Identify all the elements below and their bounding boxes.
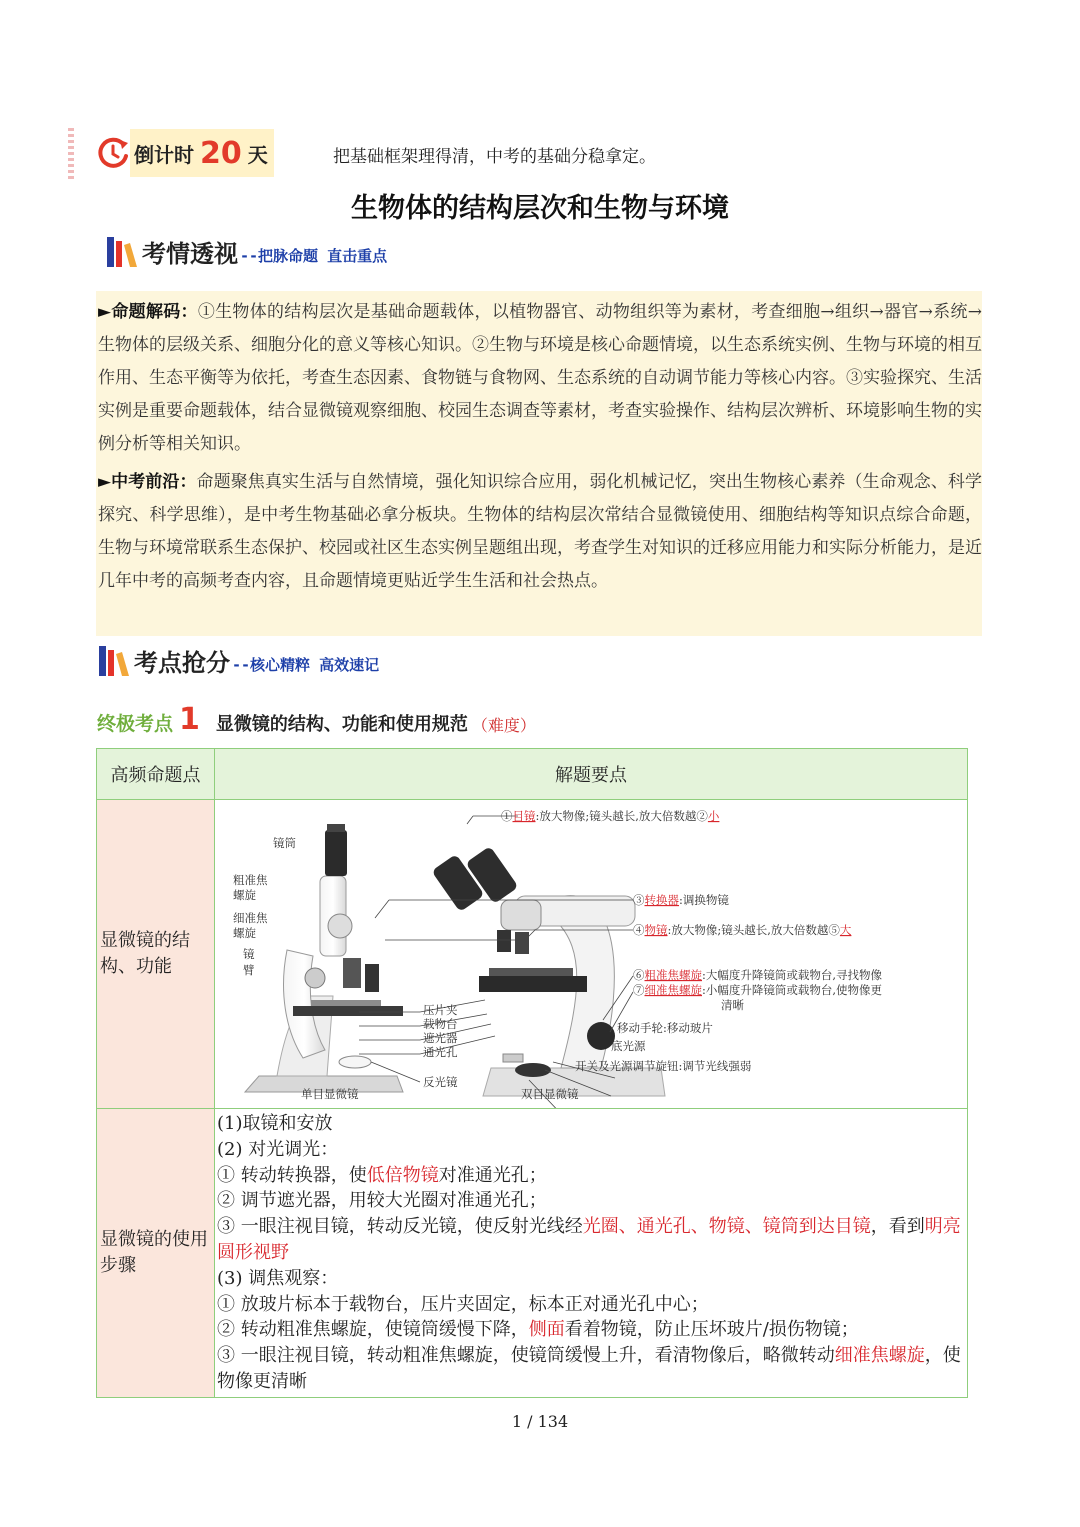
step-title: (1)取镜和安放 <box>217 1113 333 1134</box>
label-base-light: 底光源 <box>611 1039 646 1053</box>
caption-monocular: 单目显微镜 <box>301 1087 359 1101</box>
svg-text:臂: 臂 <box>243 963 255 977</box>
label-nosepiece: ③转换器:调换物镜 <box>633 893 729 907</box>
keypoint-difficulty: （难度） <box>471 716 536 735</box>
section-title: 考情透视 <box>142 240 238 268</box>
motto-text: 把基础框架理得清，中考的基础分稳拿定。 <box>333 147 656 167</box>
step-item: ② 调节遮光器，用较大光圈对准通光孔； <box>217 1190 547 1212</box>
step-item: ① 放玻片标本于载物台，压片夹固定，标本正对通光孔中心； <box>217 1293 709 1315</box>
caption-binocular: 双目显微镜 <box>521 1087 579 1101</box>
keypoint-label: 终极考点 <box>97 713 174 735</box>
step-item: ① 转动转换器，使低倍物镜对准通光孔； <box>217 1164 547 1186</box>
label-arm: 镜 <box>243 947 255 961</box>
label-coarse-adjustment: ⑥粗准焦螺旋:大幅度升降镜筒或载物台,寻找物像 <box>633 968 883 982</box>
label-fine-adjustment: ⑦细准焦螺旋:小幅度升降镜筒或载物台,使物像更 <box>633 983 883 997</box>
step-item: ② 转动粗准焦螺旋，使镜筒缓慢下降，侧面看着物镜，防止压坏玻片/损伤物镜； <box>217 1319 859 1341</box>
section-heading-key-points <box>96 642 379 678</box>
section-subtitle: --把脉命题 直击重点 <box>240 247 388 265</box>
label-aperture: 通光孔 <box>423 1045 458 1059</box>
countdown-badge <box>96 128 274 178</box>
paragraph-proposition-decoding: ►命题解码：①生物体的结构层次是基础命题载体，以植物器官、动物组织等为素材，考查细胞→组织→器官→系统→生物体的层级关系、细胞分化的意义等核心知识。②生物与环境是核心命题情境，以生态系统实例、生物与环境的相互作用、生态平衡等为依托，考查生态因素、食物链与食物网、生态系统的自动调节能力等核心内容。③实验探究、生活实例是重要命题载体，结合显微镜观察细胞、校园生态调查等素材，考查实验操作、结构层次辨析、环境影响生物的实例分析等相关知识。 <box>98 302 982 454</box>
label-fine-focus: 细准焦 <box>233 911 268 925</box>
label-eyepiece: ①目镜:放大物像;镜头越长,放大倍数越②小 <box>501 809 720 823</box>
table-row <box>97 800 968 1109</box>
monocular-microscope-illustration <box>245 824 403 1092</box>
section-title: 考点抢分 <box>134 649 230 677</box>
decorative-stripe <box>68 128 74 180</box>
keypoint-table <box>96 748 968 1398</box>
step-item: ③ 一眼注视目镜，转动粗准焦螺旋，使镜筒缓慢上升，看清物像后，略微转动细准焦螺旋，使物像更清晰 <box>217 1345 961 1392</box>
microscope-diagram <box>215 800 967 1108</box>
books-icon <box>96 642 132 678</box>
label-stage: 载物台 <box>423 1017 458 1031</box>
keypoint-heading <box>97 704 536 736</box>
keypoint-title: 显微镜的结构、功能和使用规范 <box>215 714 468 735</box>
keypoint-number: 1 <box>179 702 200 737</box>
table-row-label: 显微镜的结构、功能 <box>97 800 215 1109</box>
countdown-clock-icon <box>96 136 130 170</box>
label-light-switch: 开关及光源调节旋钮:调节光线强弱 <box>575 1059 752 1073</box>
table-header-row <box>97 749 968 800</box>
right-labels <box>501 809 883 1073</box>
table-header-cell: 高频命题点 <box>97 749 215 800</box>
books-icon <box>104 233 140 269</box>
label-stage-clip: 压片夹 <box>423 1003 458 1017</box>
label-fine-adjustment-cont: 清晰 <box>721 998 744 1012</box>
label-stage-knob: 移动手轮:移动玻片 <box>617 1021 713 1035</box>
svg-text:螺旋: 螺旋 <box>233 926 256 940</box>
countdown-number: 20 <box>200 135 242 171</box>
svg-text:螺旋: 螺旋 <box>233 888 256 902</box>
label-coarse-focus: 粗准焦 <box>233 873 268 887</box>
label-mirror: 反光镜 <box>423 1075 458 1089</box>
step-title: (2) 对光调光： <box>217 1138 339 1160</box>
mid-labels <box>423 1003 458 1089</box>
step-item: ③ 一眼注视目镜，转动反光镜，使反射光线经光圈、通光孔、物镜、镜筒到达目镜，看到明亮圆形视野 <box>217 1216 961 1263</box>
table-row-label: 显微镜的使用步骤 <box>97 1109 215 1398</box>
label-diaphragm: 遮光器 <box>423 1031 458 1045</box>
countdown-label: 倒计时 20 天 <box>130 129 274 177</box>
table-header-cell: 解题要点 <box>215 749 968 800</box>
step-title: (3) 调焦观察： <box>217 1267 339 1289</box>
section-subtitle: --核心精粹 高效速记 <box>232 656 380 674</box>
page-number: 1 / 134 <box>511 1412 569 1431</box>
section-heading-exam-analysis <box>104 233 387 269</box>
table-row <box>97 1109 968 1398</box>
label-objective: ④物镜:放大物像;镜头越长,放大倍数越⑤大 <box>633 923 852 937</box>
page-title: 生物体的结构层次和生物与环境 <box>351 193 729 224</box>
usage-steps-cell <box>215 1109 968 1398</box>
microscope-diagram-cell <box>215 800 968 1109</box>
paragraph-exam-frontier: ►中考前沿：命题聚焦真实生活与自然情境，强化知识综合应用，弱化机械记忆，突出生物核心素养（生命观念、科学探究、科学思维），是中考生物基础必拿分板块。生物体的结构层次常结合显微镜使用、细胞结构等知识点综合命题，生物与环境常联系生态保护、校园或社区生态实例呈题组出现，考查学生对知识的迁移应用能力和实际分析能力，是近几年中考的高频考查内容，且命题情境更贴近学生生活和社会热点。 <box>98 472 983 591</box>
label-eyepiece-tube: 镜筒 <box>273 836 296 850</box>
